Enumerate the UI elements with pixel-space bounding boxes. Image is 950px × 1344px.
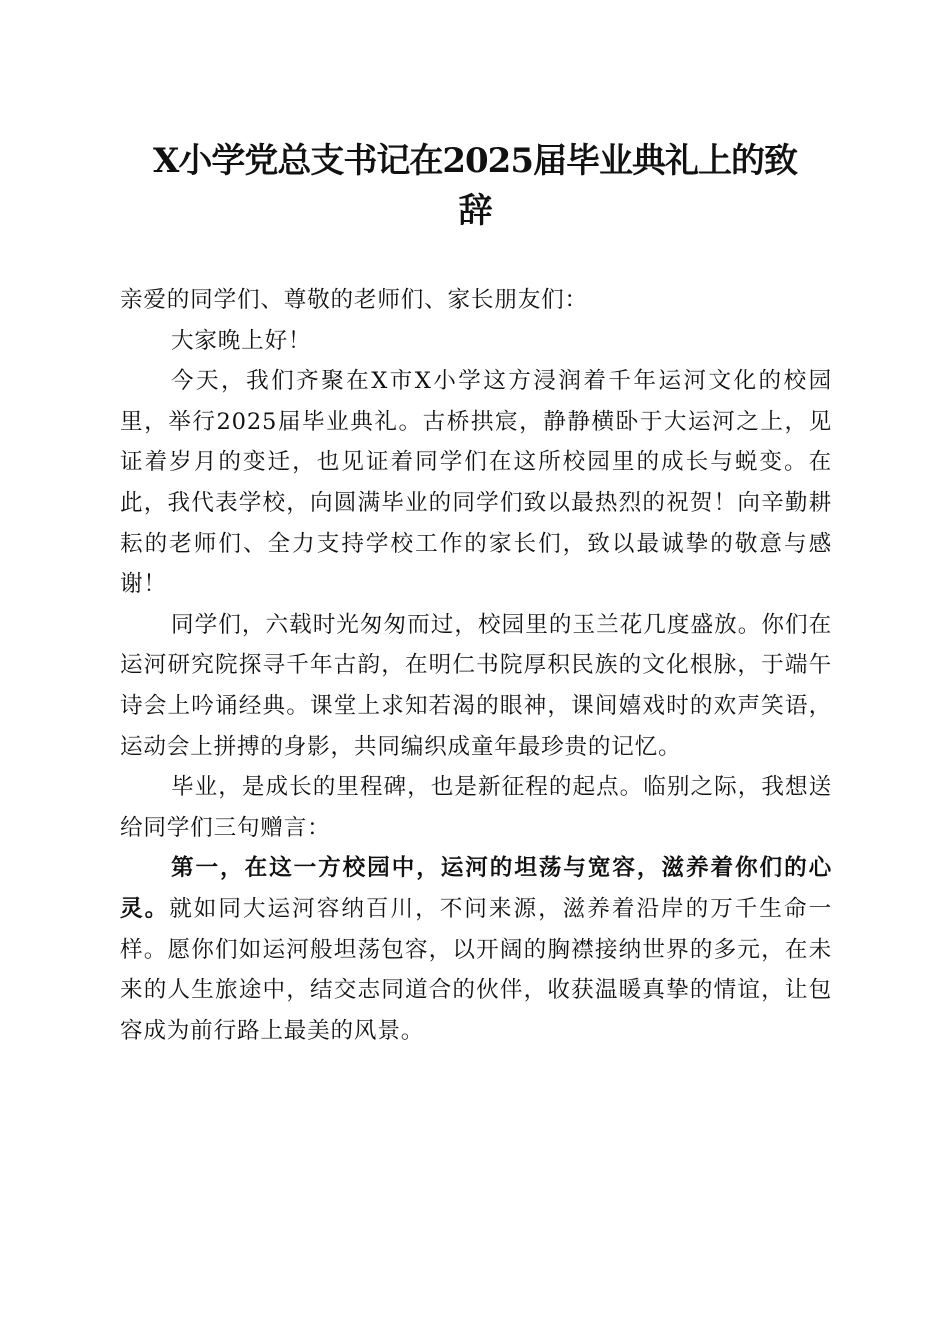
greeting: 大家晚上好！ [171, 327, 312, 354]
point-one-lead: 第一，在这一方校园中，运河的坦荡与宽容，滋养着你们的心灵。 [120, 855, 832, 922]
paragraph-farewell: 毕业，是成长的里程碑，也是新征程的起点。临别之际，我想送给同学们三句赠言： [120, 774, 832, 841]
paragraph-point-one [120, 848, 832, 1051]
document-body [120, 280, 832, 1051]
salutation: 亲爱的同学们、尊敬的老师们、家长朋友们： [120, 287, 588, 313]
document-title [110, 136, 840, 236]
paragraph-opening: 今天，我们齐聚在X市X小学这方浸润着千年运河文化的校园里，举行2025届毕业典礼。古桥拱宸，静静横卧于大运河之上，见证着岁月的变迁，也见证着同学们在这所校园里的成长与蜕变。在此，我代表学校，向圆满毕业的同学们致以最热烈的祝贺！向辛勤耕耘的老师们、全力支持学校工作的家长们，致以最诚挚的敬意与感谢！ [120, 368, 832, 598]
title-line-2: 辞 [458, 191, 492, 231]
paragraph-memories: 同学们，六载时光匆匆而过，校园里的玉兰花几度盛放。你们在运河研究院探寻千年古韵，在明仁书院厚积民族的文化根脉，于端午诗会上吟诵经典。课堂上求知若渴的眼神，课间嬉戏时的欢声笑语，运动会上拼搏的身影，共同编织成童年最珍贵的记忆。 [120, 611, 832, 760]
point-one-body: 就如同大运河容纳百川，不问来源，滋养着沿岸的万千生命一样。愿你们如运河般坦荡包容，以开阔的胸襟接纳世界的多元，在未来的人生旅途中，结交志同道合的伙伴，收获温暖真挚的情谊，让包容成为前行路上最美的风景。 [120, 895, 832, 1044]
title-line-1: X小学党总支书记在2025届毕业典礼上的致 [152, 141, 797, 181]
